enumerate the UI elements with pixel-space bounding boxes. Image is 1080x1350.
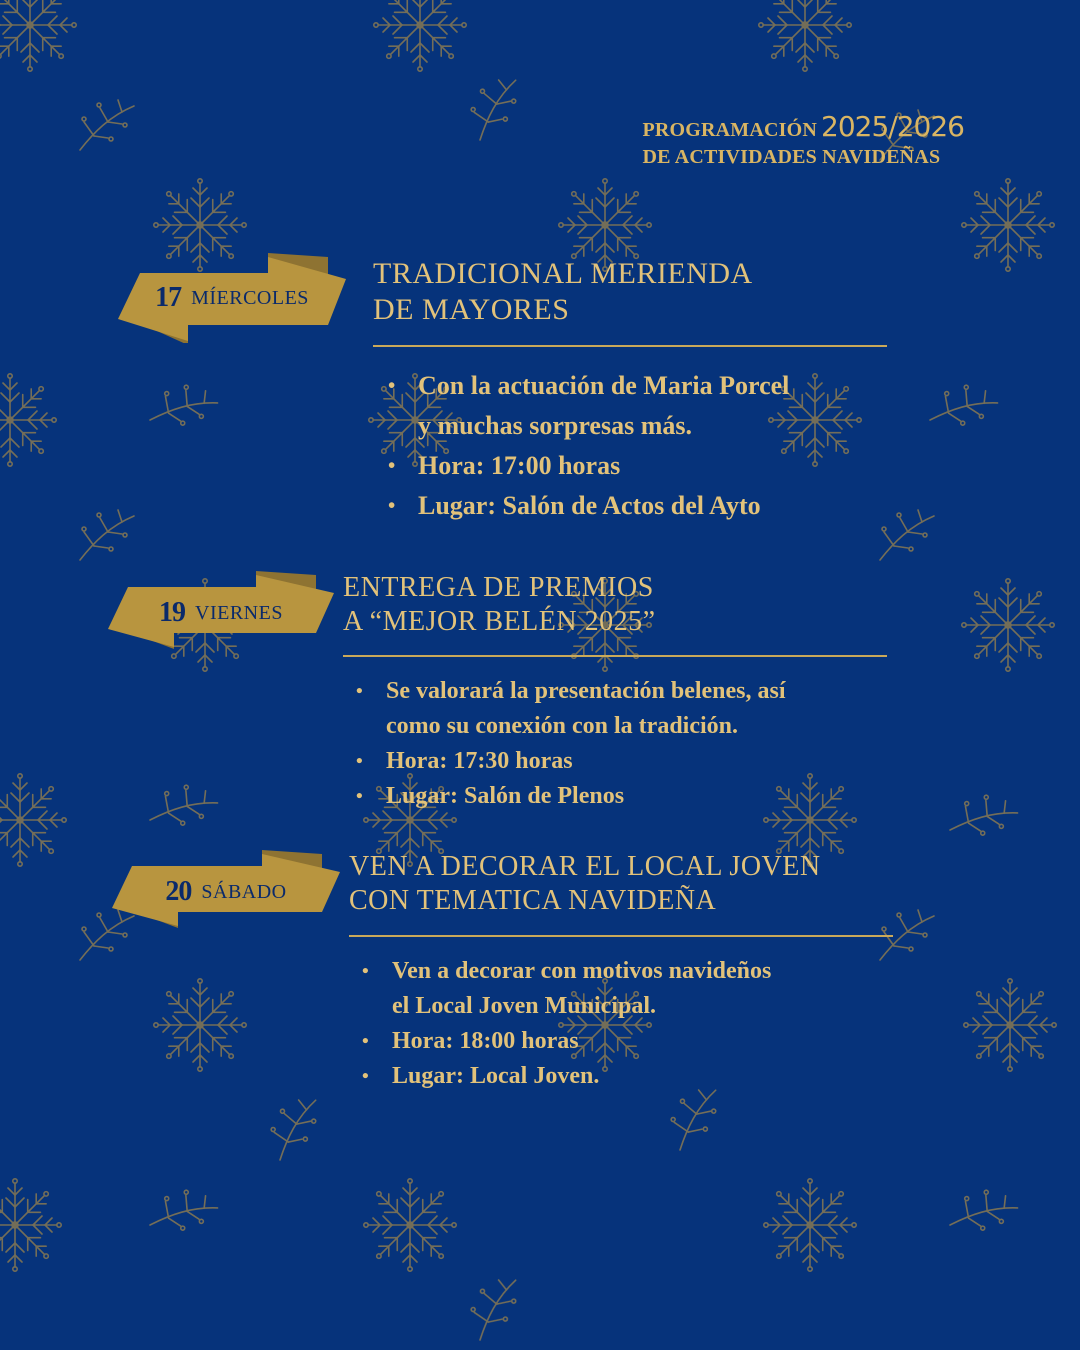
event-title-line: DE MAYORES: [373, 293, 570, 326]
event-details-list: [354, 674, 786, 814]
event-title-line: VEN A DECORAR EL LOCAL JOVEN: [349, 851, 821, 882]
title-divider: [373, 345, 887, 347]
list-item: • Lugar: Salón de Actos del Ayto: [386, 486, 789, 526]
event-title: [349, 850, 821, 918]
event-title-line: A “MEJOR BELÉN 2025”: [343, 606, 656, 637]
event-title-line: TRADICIONAL MERIENDA: [373, 257, 753, 290]
event-title-line: CON TEMATICA NAVIDEÑA: [349, 885, 717, 916]
title-divider: [349, 935, 893, 937]
date-ribbon-20: [112, 850, 340, 930]
header-year: 2025/2026: [821, 110, 964, 143]
list-item: • Hora: 18:00 horas: [360, 1024, 771, 1059]
header-line1: PROGRAMACIÓN: [642, 119, 818, 141]
day-number: 17: [155, 282, 182, 313]
event-title: [373, 256, 753, 328]
list-item: • Se valorará la presentación belenes, así como su conexión con la tradición.: [354, 674, 786, 744]
list-item: • Ven a decorar con motivos navideños el Local Joven Municipal.: [360, 954, 771, 1024]
date-ribbon-17: [118, 253, 346, 343]
header-line2: DE ACTIVIDADES NAVIDEÑAS: [642, 146, 941, 168]
list-item: • Lugar: Local Joven.: [360, 1059, 771, 1094]
day-number: 19: [159, 597, 186, 628]
event-title: [343, 571, 656, 639]
list-item: • Hora: 17:30 horas: [354, 744, 786, 779]
day-name: MÍERCOLES: [191, 286, 309, 309]
event-details-list: [360, 954, 771, 1094]
day-name: SÁBADO: [201, 880, 287, 903]
date-ribbon-19: [108, 571, 334, 651]
list-item: • Con la actuación de Maria Porcel y muchas sorpresas más.: [386, 366, 789, 446]
list-item: • Lugar: Salón de Plenos: [354, 779, 786, 814]
day-number: 20: [165, 876, 192, 907]
day-name: VIERNES: [195, 601, 283, 624]
header-title: [642, 112, 964, 169]
event-details-list: [386, 366, 789, 526]
list-item: • Hora: 17:00 horas: [386, 446, 789, 486]
event-title-line: ENTREGA DE PREMIOS: [343, 572, 654, 603]
title-divider: [343, 655, 887, 657]
